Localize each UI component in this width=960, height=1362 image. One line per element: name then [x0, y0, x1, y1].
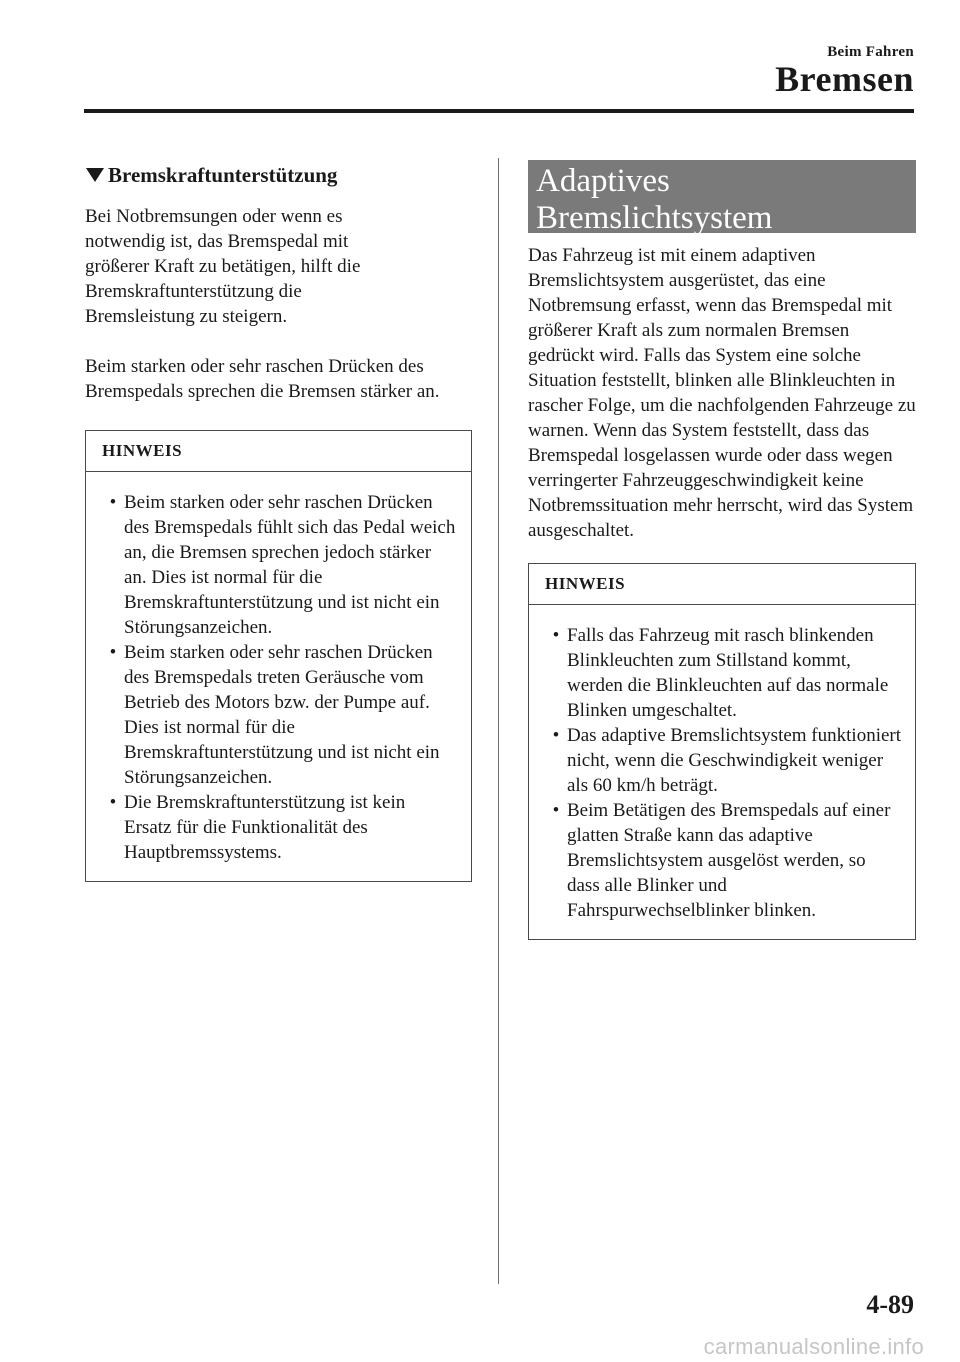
banner-line-1: Adaptives: [536, 163, 670, 199]
note-item-text: Das adaptive Bremslichtsystem funktioniert nicht, wenn die Geschwindigkeit weniger als 60 km/h beträgt.: [567, 725, 902, 796]
section-heading-text: Bremskraftunterstützung: [108, 162, 338, 187]
left-column: [85, 160, 472, 882]
note-item: [545, 623, 901, 723]
note-box: [85, 430, 472, 882]
bullet: •: [109, 642, 117, 663]
bullet: •: [552, 725, 560, 746]
page-number: 4-89: [866, 1290, 914, 1319]
note-item-text: Beim starken oder sehr raschen Drücken des Bremspedals treten Geräusche vom Betrieb des Motors bzw. der Pumpe auf. Dies ist normal für die Bremskraftunterstützung und ist nicht ein Störungsanzeichen.: [124, 642, 440, 788]
note-box: [528, 563, 916, 940]
note-item-text: Die Bremskraftunterstützung ist kein Ersatz für die Funktionalität des Hauptbremssystems.: [124, 792, 406, 863]
down-triangle-icon: [85, 167, 105, 183]
watermark: carmanualsonline.info: [703, 1334, 924, 1359]
note-item-text: Beim starken oder sehr raschen Drücken des Bremspedals fühlt sich das Pedal weich an, die Bremsen sprechen jedoch stärker an. Dies ist normal für die Bremskraftunterstützung und ist nicht ein Störungsanzeichen.: [124, 492, 456, 638]
note-item: [545, 723, 901, 798]
bullet: •: [552, 625, 560, 646]
note-item: [102, 790, 457, 865]
body-paragraph: Beim starken oder sehr raschen Drücken des Bremspedals sprechen die Bremsen stärker an.: [85, 356, 440, 402]
header-rule: [84, 109, 914, 113]
body-paragraph: Bei Notbremsungen oder wenn es notwendig ist, das Bremspedal mit größerer Kraft zu betätigen, hilft die Bremskraftunterstützung die Bremsleistung zu steigern.: [85, 206, 361, 327]
right-column: [528, 160, 916, 940]
note-body: [86, 472, 471, 881]
note-item-text: Beim Betätigen des Bremspedals auf einer glatten Straße kann das adaptive Bremslichtsystem ausgelöst werden, so dass alle Blinker und Fahrspurwechselblinker blinken.: [567, 800, 891, 921]
note-title: HINWEIS: [529, 564, 915, 605]
bullet: •: [552, 800, 560, 821]
note-item-text: Falls das Fahrzeug mit rasch blinkenden Blinkleuchten zum Stillstand kommt, werden die Blinkleuchten auf das normale Blinken umgeschaltet.: [567, 625, 889, 721]
note-title: HINWEIS: [86, 431, 471, 472]
note-item: [102, 490, 457, 640]
note-item: [102, 640, 457, 790]
banner-line-2: Bremslichtsystem: [536, 200, 773, 236]
note-item: [545, 798, 901, 923]
bullet: •: [109, 492, 117, 513]
page-title: Bremsen: [775, 59, 914, 99]
section-banner: [528, 160, 916, 236]
section-heading: [85, 160, 472, 190]
note-body: [529, 605, 915, 939]
bullet: •: [109, 792, 117, 813]
body-paragraph: Das Fahrzeug ist mit einem adaptiven Bremslichtsystem ausgerüstet, das eine Notbremsung erfasst, wenn das Bremspedal mit größerer Kraft als zum normalen Bremsen gedrückt wird. Falls das System eine solche Situation feststellt, blinken alle Blinkleuchten in rascher Folge, um die nachfolgenden Fahrzeuge zu warnen. Wenn das System feststellt, dass das Bremspedal losgelassen wurde oder dass wegen verringerter Fahrzeuggeschwindigkeit keine Notbremssituation mehr herrscht, wird das System ausgeschaltet.: [528, 245, 916, 541]
column-divider: [498, 158, 499, 1284]
chapter-label: Beim Fahren: [827, 44, 914, 60]
